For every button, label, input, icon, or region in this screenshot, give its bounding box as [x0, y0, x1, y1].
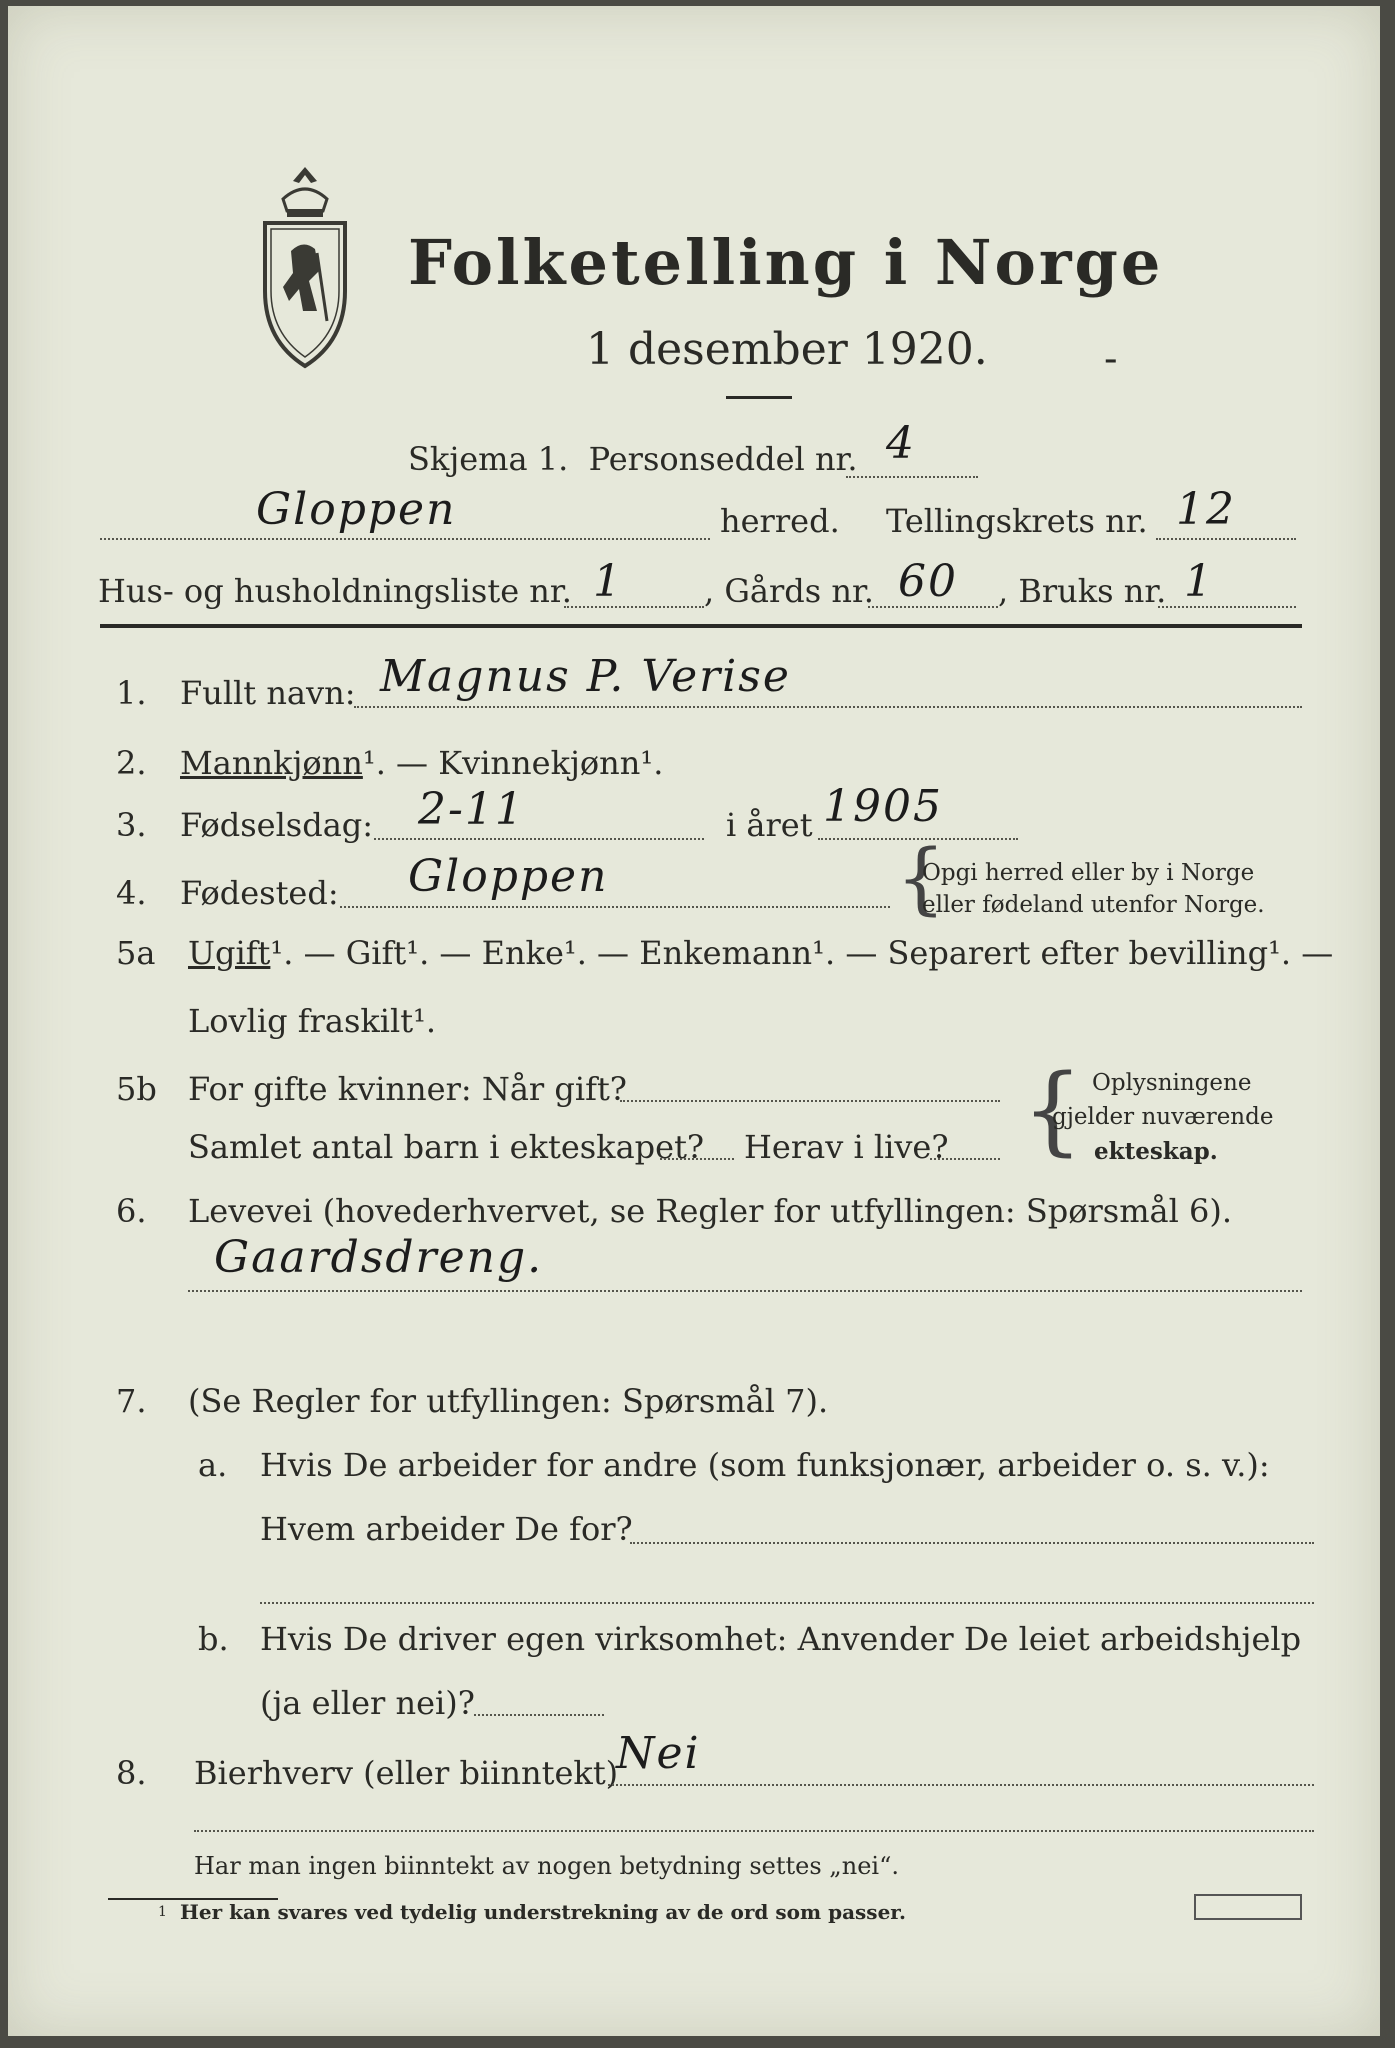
marital-divorced[interactable]: Lovlig fraskilt¹. — [188, 1002, 437, 1040]
q5b-number: 5b — [116, 1070, 157, 1108]
aret-label: i året — [726, 806, 813, 844]
secondary-income-line-2[interactable] — [194, 1830, 1314, 1832]
gender-female[interactable]: Kvinnekjønn — [438, 744, 641, 782]
q4-note-line2: eller fødeland utenfor Norge. — [922, 892, 1265, 918]
footnote-number: 1 — [158, 1904, 167, 1920]
married-when-line[interactable] — [620, 1100, 1000, 1102]
form-title: Folketelling i Norge — [408, 226, 1164, 299]
alive-line[interactable] — [930, 1158, 1000, 1160]
q3-number: 3. — [116, 806, 147, 844]
birthplace-value: Gloppen — [408, 851, 609, 902]
marital-options[interactable]: Ugift¹. — Gift¹. — Enke¹. — Enkemann¹. — Separert efter bevilling¹. — — [188, 934, 1334, 972]
q5b-children: Samlet antal barn i ekteskapet? — [188, 1128, 705, 1166]
birthday-line[interactable] — [374, 838, 704, 840]
q7b-question: (ja eller nei)? — [260, 1684, 475, 1722]
gender-male[interactable]: Mannkjønn — [180, 744, 363, 782]
marital-unmarried[interactable]: Ugift — [188, 934, 271, 972]
title-divider — [726, 396, 792, 399]
tellingskrets-line[interactable] — [1156, 538, 1296, 540]
hus-label: Hus- og husholdningsliste nr. — [98, 572, 572, 610]
footnote-text: Her kan svares ved tydelig understrekning av de ord som passer. — [180, 1900, 906, 1924]
census-form-page — [8, 6, 1380, 2036]
bruks-label: , Bruks nr. — [998, 572, 1167, 610]
employer-line-2[interactable] — [260, 1602, 1314, 1604]
bruks-value: 1 — [1184, 556, 1214, 607]
census-date: 1 desember 1920. — [586, 324, 988, 375]
q7a-letter: a. — [198, 1446, 228, 1484]
occupation-line[interactable] — [188, 1290, 1302, 1292]
norway-coat-of-arms-icon — [253, 161, 358, 371]
secondary-income-line[interactable] — [608, 1784, 1314, 1786]
q4-brace: { — [896, 834, 946, 924]
q7-label: (Se Regler for utfyllingen: Spørsmål 7). — [188, 1382, 829, 1420]
q4-number: 4. — [116, 874, 147, 912]
personseddel-line[interactable] — [846, 476, 978, 478]
birthday-value: 2-11 — [418, 784, 525, 835]
occupation-value: Gaardsdreng. — [214, 1232, 544, 1283]
q7b-letter: b. — [198, 1620, 229, 1658]
ink-mark: - — [1104, 336, 1118, 382]
personseddel-value: 4 — [886, 418, 916, 469]
q7b-text: Hvis De driver egen virksomhet: Anvender De leiet arbeidshjelp — [260, 1620, 1302, 1658]
herred-line[interactable] — [100, 538, 710, 540]
q1-number: 1. — [116, 674, 147, 712]
full-name-value: Magnus P. Verise — [380, 651, 791, 702]
bruks-line[interactable] — [1158, 606, 1296, 608]
q7a-text: Hvis De arbeider for andre (som funksjonær, arbeider o. s. v.): — [260, 1446, 1270, 1484]
secondary-income-value: Nei — [616, 1728, 701, 1779]
herred-value: Gloppen — [256, 484, 457, 535]
q5b-note-line2: gjelder nuværende — [1052, 1104, 1274, 1130]
q7-number: 7. — [116, 1382, 147, 1420]
tellingskrets-label: Tellingskrets nr. — [886, 502, 1148, 540]
q5a-number: 5a — [116, 934, 156, 972]
q5b-alive: Herav i live? — [744, 1128, 949, 1166]
footer-note: Har man ingen biinntekt av nogen betydning settes „nei“. — [194, 1852, 899, 1880]
q5b-note-line3: ekteskap. — [1094, 1138, 1218, 1165]
herred-label: herred. — [720, 502, 840, 540]
printer-stamp — [1194, 1894, 1302, 1920]
q5b-note-line1: Oplysningene — [1092, 1070, 1252, 1096]
gards-label: , Gårds nr. — [704, 572, 874, 610]
q5b-brace: { — [1022, 1054, 1084, 1166]
gender-options[interactable]: Mannkjønn¹. — Kvinnekjønn¹. — [180, 744, 664, 782]
q4-note-line1: Opgi herred eller by i Norge — [922, 860, 1255, 886]
q6-number: 6. — [116, 1192, 147, 1230]
q6-label: Levevei (hovederhvervet, se Regler for utfyllingen: Spørsmål 6). — [188, 1192, 1233, 1230]
q3-label: Fødselsdag: — [180, 806, 374, 844]
q8-number: 8. — [116, 1754, 147, 1792]
q5b-married-when: For gifte kvinner: Når gift? — [188, 1070, 627, 1108]
q1-label: Fullt navn: — [180, 674, 356, 712]
gards-value: 60 — [898, 556, 958, 607]
hus-line[interactable] — [564, 606, 704, 608]
schema-label: Skjema 1. Personseddel nr. — [408, 440, 858, 478]
tellingskrets-value: 12 — [1176, 484, 1236, 535]
employer-line[interactable] — [630, 1542, 1314, 1544]
q4-label: Fødested: — [180, 874, 339, 912]
hired-help-line[interactable] — [474, 1714, 604, 1716]
q8-label: Bierhverv (eller biinntekt) — [194, 1754, 619, 1792]
birthplace-line[interactable] — [340, 906, 890, 908]
birth-year-value: 1905 — [823, 781, 943, 832]
q2-number: 2. — [116, 744, 147, 782]
header-rule — [100, 624, 1302, 628]
full-name-line[interactable] — [354, 706, 1302, 708]
hus-value: 1 — [593, 556, 623, 607]
children-line[interactable] — [660, 1158, 734, 1160]
q7a-question: Hvem arbeider De for? — [260, 1510, 633, 1548]
